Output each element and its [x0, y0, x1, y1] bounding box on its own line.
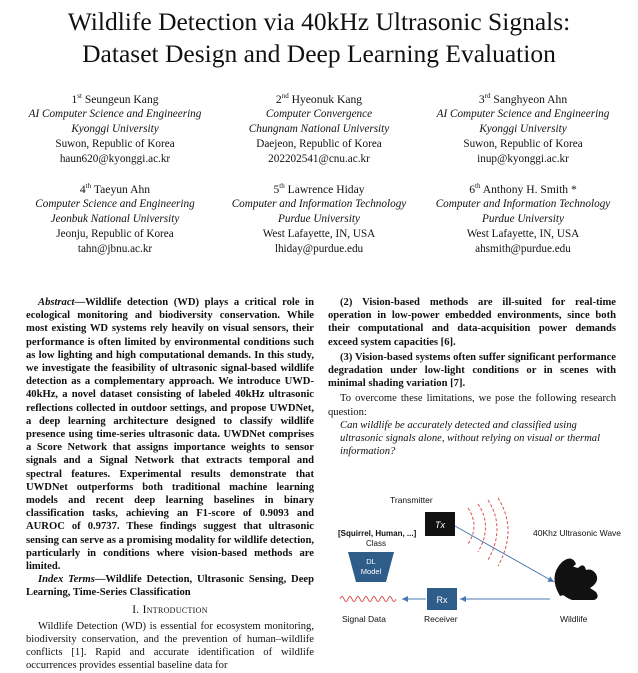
wave-label: 40Khz Ultrasonic Wave [533, 528, 622, 538]
title-line-1: Wildlife Detection via 40kHz Ultrasonic Signals: [67, 7, 571, 36]
research-question: Can wildlife be accurately detected and classified using ultrasonic signals alone, without relying on visual or thermal information? [340, 419, 601, 458]
transmitter-label: Transmitter [390, 496, 433, 505]
author-order: 4th [79, 182, 92, 196]
section-title: Introduction [142, 603, 208, 616]
wildlife-label: Wildlife [560, 614, 588, 624]
author-university: Purdue University [278, 213, 360, 225]
author-name: Hyeonuk Kang [291, 93, 363, 106]
abstract-text: Wildlife detection (WD) plays a critical role in ecological monitoring and biodiversity conservation. While most existing WD systems rely heavily on visual sensors, their performance is often limited by environmental conditions such as low lighting and high computational demands. In this study, we investigate the feasibility of ultrasonic signal-based wildlife detection as a complementary approach. We introduce UWD-40kHz, a novel dataset consisting of labeled 40kHz ultrasonic reflections collected in outdoor settings, and propose UWDNet, a deep learning architecture designed to classify wildlife presence using time-series ultrasonic data. UWDNet comprises a Score Network that assigns importance weights to sensor signals and a Signal Network that extracts temporal and spectral features. Experimental results demonstrate that UWDNet outperforms both traditional machine learning models and recent deep learning baselines in binary classification tasks, achieving an F1-score of 0.9093 and AUROC of 0.9737. These findings suggest that ultrasonic sensing can serve as a promising modality for wildlife detection, particularly in conditions where vision-based methods are limited. [26, 297, 314, 573]
author-department: Computer and Information Technology [231, 198, 407, 210]
signal-data-label: Signal Data [342, 614, 386, 624]
author-order: 6th [469, 182, 481, 196]
author-location: Suwon, Republic of Korea [55, 138, 175, 150]
class-label: Class [366, 539, 387, 548]
author-location: Daejeon, Republic of Korea [256, 138, 382, 150]
author-block [216, 92, 422, 167]
author-university: Jeonbuk National University [50, 213, 180, 225]
author-block [12, 182, 218, 257]
author-name: Anthony H. Smith * [482, 183, 577, 196]
author-order: 2nd [275, 92, 289, 106]
abstract-dash: — [74, 297, 86, 308]
rx-label: Rx [436, 595, 448, 605]
author-name: Sanghyeon Ahn [493, 93, 568, 106]
author-university: Kyonggi University [479, 123, 567, 135]
author-block [420, 92, 626, 167]
tx-label: Tx [435, 520, 445, 530]
wave-arc [478, 504, 486, 552]
receiver-label: Receiver [424, 614, 458, 624]
author-order: 1st [71, 92, 82, 106]
author-location: Suwon, Republic of Korea [463, 138, 583, 150]
author-name: Lawrence Hiday [287, 183, 365, 196]
author-order: 5th [273, 182, 285, 196]
introduction-paragraph: Wildlife Detection (WD) is essential for ecosystem monitoring, biodiversity conservation, and the prevention of human–wildlife conflicts [1]. Rapid and accurate identification of wildlife occurrences provides essential baseline data for [26, 620, 314, 672]
index-terms-dash: — [94, 574, 106, 586]
author-order: 3rd [478, 92, 491, 106]
author-university: Kyonggi University [71, 123, 159, 135]
author-name: Seungeun Kang [84, 93, 159, 106]
squirrel-icon [554, 558, 597, 600]
author-university: Chungnam National University [248, 123, 390, 135]
right-column [328, 296, 616, 458]
overcome-paragraph: To overcome these limitations, we pose the following research question: [328, 393, 616, 418]
section-heading-introduction [26, 604, 314, 617]
author-department: Computer Convergence [265, 108, 373, 120]
author-department: Computer Science and Engineering [35, 198, 195, 210]
author-location: West Lafayette, IN, USA [262, 228, 376, 240]
limitation-point-3: (3) Vision-based systems often suffer significant performance degradation under low-light conditions or in scenes with minimal shading variation [7]. [328, 351, 616, 390]
ordinal-suffix: th [85, 182, 92, 191]
limitation-point-2: (2) Vision-based methods are ill-suited for real-time operation in low-power embedded environments, since both their computational and data-acquisition power demands exceed system capacities [6]. [328, 297, 616, 348]
author-location: Jeonju, Republic of Korea [56, 228, 174, 240]
wave-arc [488, 500, 497, 560]
ordinal-suffix: th [279, 182, 285, 191]
wave-arc [468, 508, 474, 544]
author-email[interactable]: inup@kyonggi.ac.kr [477, 153, 569, 165]
author-email[interactable]: tahn@jbnu.ac.kr [77, 243, 153, 255]
author-department: Computer and Information Technology [435, 198, 611, 210]
ordinal-suffix: th [475, 182, 481, 191]
author-department: AI Computer Science and Engineering [28, 108, 202, 120]
author-department: AI Computer Science and Engineering [436, 108, 610, 120]
index-terms-label: Index Terms [38, 574, 95, 586]
index-terms-text: Wildlife Detection, Ultrasonic Sensing, Deep Learning, Time-Series Classification [26, 574, 314, 599]
author-block [12, 92, 218, 167]
ordinal-suffix: nd [281, 92, 289, 101]
left-column [26, 296, 314, 673]
title-line-2: Dataset Design and Deep Learning Evaluation [82, 39, 556, 68]
signal-waveform [340, 597, 396, 602]
author-university: Purdue University [482, 213, 564, 225]
ordinal-suffix: rd [484, 92, 491, 101]
author-name: Taeyun Ahn [93, 183, 151, 196]
author-email[interactable]: ahsmith@purdue.edu [475, 243, 571, 255]
system-overview-figure [328, 496, 628, 646]
author-email[interactable]: lhiday@purdue.edu [274, 243, 364, 255]
model-label: Model [360, 567, 382, 576]
author-block [216, 182, 422, 257]
author-email[interactable]: 202202541@cnu.ac.kr [268, 153, 370, 165]
index-terms [26, 573, 314, 599]
abstract-label: Abstract [38, 297, 75, 308]
dl-label: DL [366, 557, 376, 566]
class-list-label: [Squirrel, Human, ...] [338, 529, 417, 538]
ordinal-suffix: st [77, 92, 82, 101]
author-block [420, 182, 626, 257]
abstract [26, 296, 314, 573]
author-email[interactable]: haun620@kyonggi.ac.kr [59, 153, 171, 165]
section-numeral: I. [132, 603, 140, 616]
paper-title [0, 6, 638, 70]
author-location: West Lafayette, IN, USA [466, 228, 580, 240]
wave-arc [498, 498, 508, 566]
